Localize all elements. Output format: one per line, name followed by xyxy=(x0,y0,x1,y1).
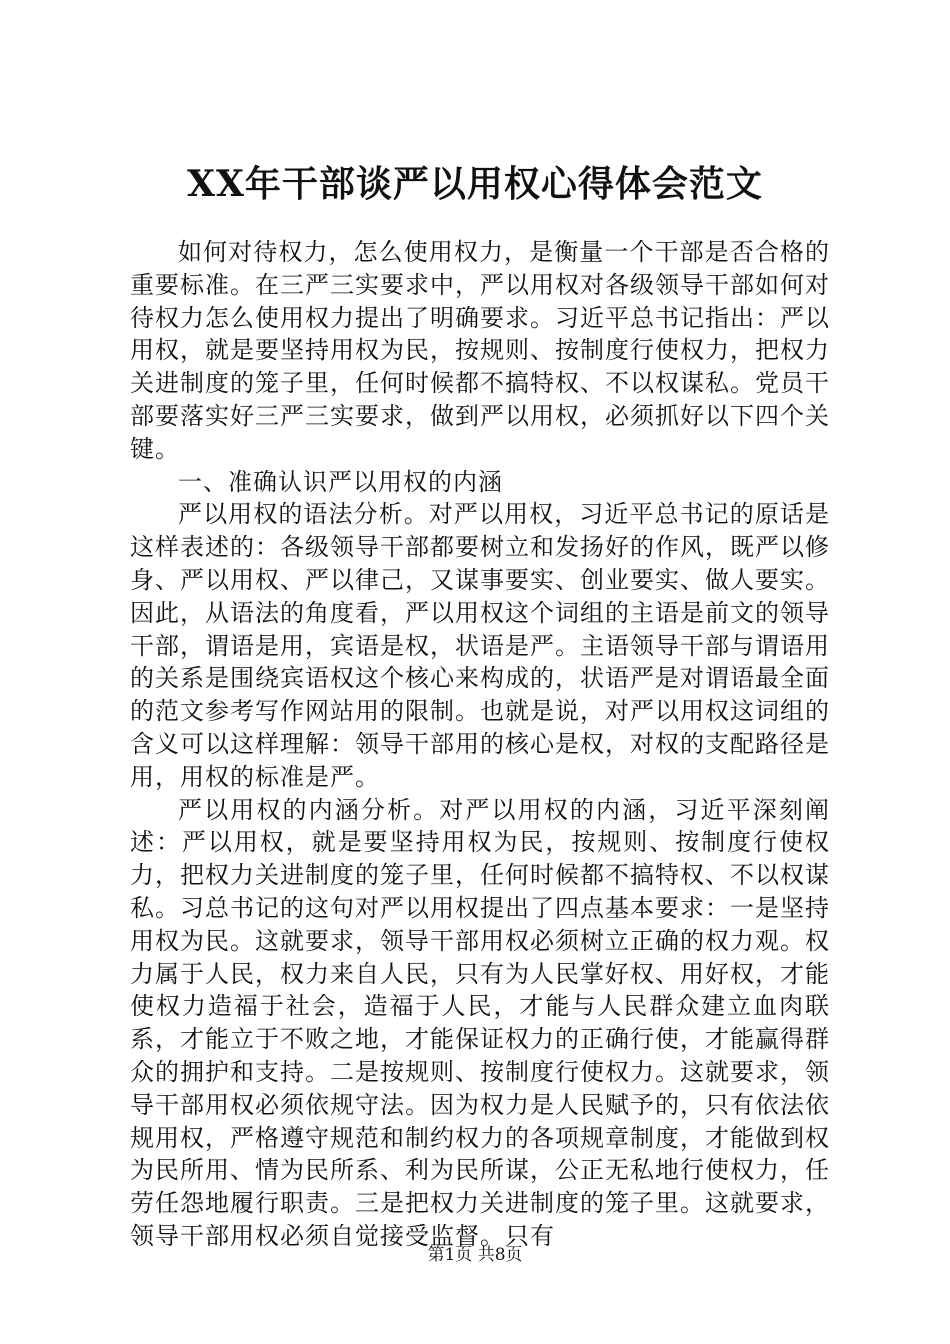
page-footer: 第1页 共8页 xyxy=(427,1245,523,1265)
document-title: XX年干部谈严以用权心得体会范文 xyxy=(187,163,763,205)
section-heading: 一、准确认识严以用权的内涵 xyxy=(178,467,503,496)
paragraph-connotation-analysis: 严以用权的内涵分析。对严以用权的内涵，习近平深刻阐述：严以用权，就是要坚持用权为民，按规则、按制度行使权力，把权力关进制度的笼子里，任何时候都不搞特权、不以权谋私。习总书记的这句对严以用权提出了四点基本要求：一是坚持用权为民。这就要求，领导干部用权必须树立正确的权力观。权力属于人民，权力来自人民，只有为人民掌好权、用好权，才能使权力造福于社会，造福于人民，才能与人民群众建立血肉联系，才能立于不败之地，才能保证权力的正确行使，才能赢得群众的拥护和支持。二是按规则、按制度行使权力。这就要求，领导干部用权必须依规守法。因为权力是人民赋予的，只有依法依规用权，严格遵守规范和制约权力的各项规章制度，才能做到权为民所用、情为民所系、利为民所谋，公正无私地行使权力，任劳任怨地履行职责。三是把权力关进制度的笼子里。这就要求，领导干部用权必须自觉接受监督。只有 xyxy=(130,795,830,1250)
document-body xyxy=(130,236,830,1253)
paragraph-intro: 如何对待权力，怎么使用权力，是衡量一个干部是否合格的重要标准。在三严三实要求中，严以用权对各级领导干部如何对待权力怎么使用权力提出了明确要求。习近平总书记指出：严以用权，就是要坚持用权为民，按规则、按制度行使权力，把权力关进制度的笼子里，任何时候都不搞特权、不以权谋私。党员干部要落实好三严三实要求，做到严以用权，必须抓好以下四个关键。 xyxy=(130,238,830,463)
paragraph-grammar-analysis: 严以用权的语法分析。对严以用权，习近平总书记的原话是这样表述的：各级领导干部都要树立和发扬好的作风，既严以修身、严以用权、严以律己，又谋事要实、创业要实、做人要实。因此，从语法的角度看，严以用权这个词组的主语是前文的领导干部，谓语是用，宾语是权，状语是严。主语领导干部与谓语用的关系是围绕宾语权这个核心来构成的，状语严是对谓语最全面的范文参考写作网站用的限制。也就是说，对严以用权这词组的含义可以这样理解：领导干部用的核心是权，对权的支配路径是用，用权的标准是严。 xyxy=(130,500,830,791)
